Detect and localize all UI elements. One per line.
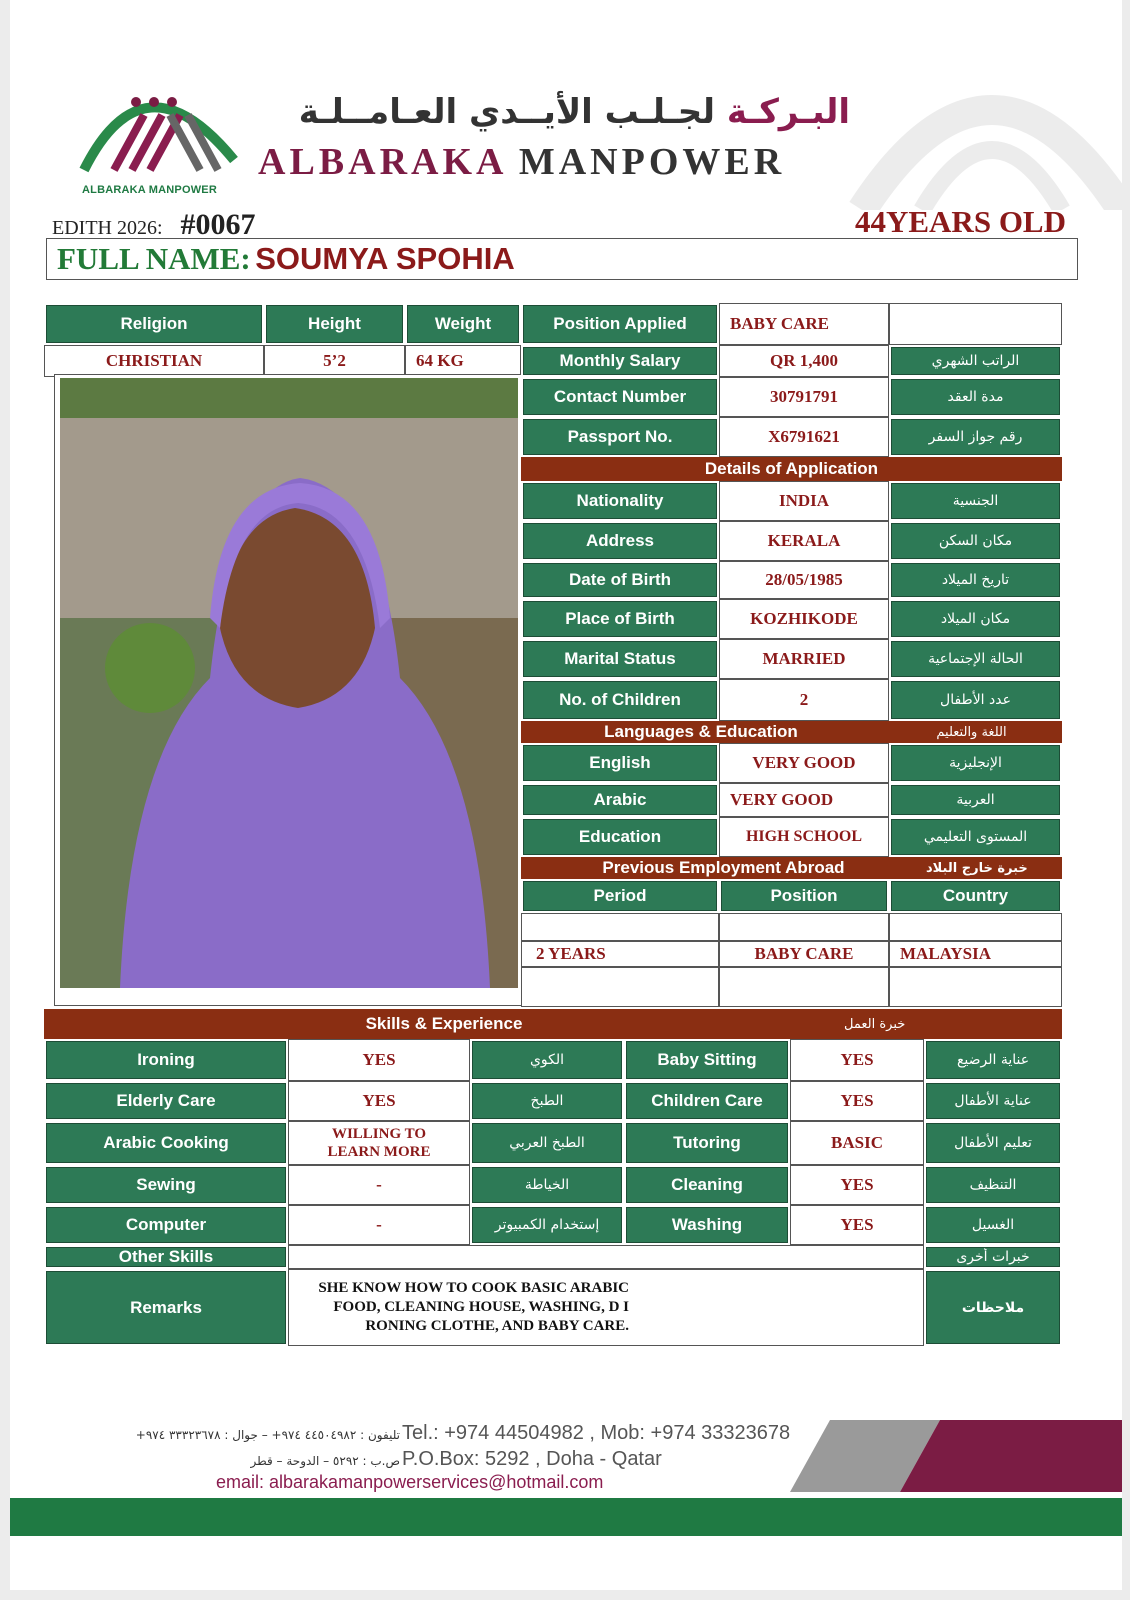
employment-band-en: Previous Employment Abroad xyxy=(602,858,845,877)
skill-ar-label: الغسيل xyxy=(924,1205,1062,1245)
pob-label: Place of Birth xyxy=(521,599,719,639)
age-label: 44YEARS OLD xyxy=(854,204,1066,239)
children-label: No. of Children xyxy=(521,679,719,721)
height-value: 5’2 xyxy=(264,345,405,377)
details-band: Details of Application xyxy=(521,457,1062,481)
emp-blank-cell xyxy=(889,967,1062,1007)
address-value: KERALA xyxy=(719,521,889,561)
skill-ar-label: عناية الأطفال xyxy=(924,1081,1062,1121)
skill-ar-label: الطبخ العربي xyxy=(470,1121,624,1165)
emp-period-value: 2 YEARS xyxy=(521,941,719,967)
skill-label: Sewing xyxy=(44,1165,288,1205)
remarks-ar-label: ملاحظات xyxy=(924,1269,1062,1346)
skill-value: YES xyxy=(790,1205,924,1245)
emp-blank-cell xyxy=(521,913,719,941)
weight-value: 64 KG xyxy=(405,345,521,377)
weight-header: Weight xyxy=(405,303,521,345)
company-title xyxy=(258,140,785,184)
other-skills-value xyxy=(288,1245,924,1269)
english-value: VERY GOOD xyxy=(719,743,889,783)
passport-value: X6791621 xyxy=(719,417,889,457)
skill-value: YES xyxy=(288,1039,470,1081)
skill-label: Computer xyxy=(44,1205,288,1245)
emp-header-period: Period xyxy=(521,879,719,913)
languages-band-en: Languages & Education xyxy=(604,722,798,741)
emp-blank-cell xyxy=(719,913,889,941)
education-ar-label: المستوى التعليمي xyxy=(889,817,1062,857)
skill-value: - xyxy=(288,1205,470,1245)
emp-header-position: Position xyxy=(719,879,889,913)
languages-band xyxy=(521,721,1062,743)
address-ar-label: مكان السكن xyxy=(889,521,1062,561)
skill-value: YES xyxy=(288,1081,470,1121)
decorative-arch-pattern xyxy=(842,30,1122,210)
skill-label: Baby Sitting xyxy=(624,1039,790,1081)
footer-decor-icon xyxy=(790,1420,1122,1492)
emp-blank-cell xyxy=(889,913,1062,941)
footer-pobox: P.O.Box: 5292 , Doha - Qatar xyxy=(402,1448,662,1470)
other-skills-label: Other Skills xyxy=(44,1245,288,1269)
skill-label: Cleaning xyxy=(624,1165,790,1205)
arabic-label: Arabic xyxy=(521,783,719,817)
skill-value: - xyxy=(288,1165,470,1205)
salary-label: Monthly Salary xyxy=(521,345,719,377)
emp-country-value: MALAYSIA xyxy=(889,941,1062,967)
footer-ar-tel: تليفون : ٤٤٥٠٤٩٨٢ ٩٧٤+ – جوال : ٣٣٣٢٣٦٧٨ ٩٧٤+ xyxy=(135,1428,400,1442)
skill-ar-label: إستخدام الكمبيوتر xyxy=(470,1205,624,1245)
emp-header-country: Country xyxy=(889,879,1062,913)
emp-position-value: BABY CARE xyxy=(719,941,889,967)
skill-ar-label: الخياطة xyxy=(470,1165,624,1205)
religion-header: Religion xyxy=(44,303,264,345)
full-name-box xyxy=(46,238,1078,280)
skill-value: WILLING TO LEARN MORE xyxy=(288,1121,470,1165)
footer-tel: Tel.: +974 44504982 , Mob: +974 33323678 xyxy=(402,1422,791,1444)
education-value: HIGH SCHOOL xyxy=(719,817,889,857)
logo-caption: ALBARAKA MANPOWER xyxy=(82,184,217,196)
skill-value: YES xyxy=(790,1081,924,1121)
height-header: Height xyxy=(264,303,405,345)
cv-page xyxy=(10,0,1122,1590)
position-applied-blank xyxy=(889,303,1062,345)
contact-ar-label: مدة العقد xyxy=(889,377,1062,417)
religion-value: CHRISTIAN xyxy=(44,345,264,377)
arabic-title-rest: لجـلـب الأيــدي العـامــلـة xyxy=(298,92,716,132)
remarks-label: Remarks xyxy=(44,1269,288,1346)
dob-label: Date of Birth xyxy=(521,561,719,599)
edition-label: EDITH 2026: xyxy=(52,217,163,239)
cv-number: #0067 xyxy=(180,208,256,241)
skill-label: Ironing xyxy=(44,1039,288,1081)
contact-value: 30791791 xyxy=(719,377,889,417)
emp-blank-cell xyxy=(521,967,719,1007)
skills-band-ar: خبرة العمل xyxy=(844,1016,906,1032)
skills-band xyxy=(44,1009,1062,1039)
arabic-ar-label: العربية xyxy=(889,783,1062,817)
skill-ar-label: عناية الرضيع xyxy=(924,1039,1062,1081)
skill-ar-label: تعليم الأطفال xyxy=(924,1121,1062,1165)
skills-band-en: Skills & Experience xyxy=(365,1014,523,1033)
nationality-value: INDIA xyxy=(719,481,889,521)
dob-ar-label: تاريخ الميلاد xyxy=(889,561,1062,599)
footer-green-bar xyxy=(10,1498,1122,1536)
position-applied-value: BABY CARE xyxy=(719,303,889,345)
skill-label: Children Care xyxy=(624,1081,790,1121)
skill-value: YES xyxy=(790,1165,924,1205)
salary-value: QR 1,400 xyxy=(719,345,889,377)
footer-email[interactable]: email: albarakamanpowerservices@hotmail.com xyxy=(216,1472,604,1492)
skill-ar-label: الكوي xyxy=(470,1039,624,1081)
remarks-box xyxy=(288,1269,924,1346)
address-label: Address xyxy=(521,521,719,561)
candidate-photo xyxy=(60,378,518,988)
other-skills-ar-label: خبرات أخرى xyxy=(924,1245,1062,1269)
position-applied-label: Position Applied xyxy=(521,303,719,345)
english-label: English xyxy=(521,743,719,783)
children-value: 2 xyxy=(719,679,889,721)
passport-label: Passport No. xyxy=(521,417,719,457)
company-title-first: ALBARAKA xyxy=(258,141,506,183)
employment-band xyxy=(521,857,1062,879)
nationality-ar-label: الجنسية xyxy=(889,481,1062,521)
skill-value: YES xyxy=(790,1039,924,1081)
arabic-title-accent: البـركـة xyxy=(726,92,850,132)
full-name-value: SOUMYA SPOHIA xyxy=(255,241,515,276)
passport-ar-label: رقم جواز السفر xyxy=(889,417,1062,457)
pob-ar-label: مكان الميلاد xyxy=(889,599,1062,639)
marital-value: MARRIED xyxy=(719,639,889,679)
marital-ar-label: الحالة الإجتماعية xyxy=(889,639,1062,679)
skill-value: BASIC xyxy=(790,1121,924,1165)
emp-blank-cell xyxy=(719,967,889,1007)
skill-label: Tutoring xyxy=(624,1121,790,1165)
pob-value: KOZHIKODE xyxy=(719,599,889,639)
employment-band-ar: خبرة خارج البلاد xyxy=(926,860,1028,876)
languages-band-ar: اللغة والتعليم xyxy=(936,724,1007,740)
full-name-label: FULL NAME: xyxy=(57,241,251,276)
albaraka-logo-icon xyxy=(74,60,254,200)
skill-label: Elderly Care xyxy=(44,1081,288,1121)
edition-line xyxy=(52,208,256,242)
footer-ar-pobox: ص.ب : ٥٢٩٢ – الدوحة – قطر xyxy=(250,1454,400,1468)
children-ar-label: عدد الأطفال xyxy=(889,679,1062,721)
marital-label: Marital Status xyxy=(521,639,719,679)
remarks-text: SHE KNOW HOW TO COOK BASIC ARABIC FOOD, CLEANING HOUSE, WASHING, D I RONING CLOTHE, AND BABY CARE. xyxy=(318,1280,629,1334)
arabic-company-title xyxy=(250,92,850,132)
skill-ar-label: الطبخ xyxy=(470,1081,624,1121)
skill-ar-label: التنظيف xyxy=(924,1165,1062,1205)
company-title-second: MANPOWER xyxy=(518,141,786,183)
dob-value: 28/05/1985 xyxy=(719,561,889,599)
skill-label: Washing xyxy=(624,1205,790,1245)
nationality-label: Nationality xyxy=(521,481,719,521)
salary-ar-label: الراتب الشهري xyxy=(889,345,1062,377)
arabic-value: VERY GOOD xyxy=(719,783,889,817)
english-ar-label: الإنجليزية xyxy=(889,743,1062,783)
education-label: Education xyxy=(521,817,719,857)
contact-label: Contact Number xyxy=(521,377,719,417)
skill-label: Arabic Cooking xyxy=(44,1121,288,1165)
